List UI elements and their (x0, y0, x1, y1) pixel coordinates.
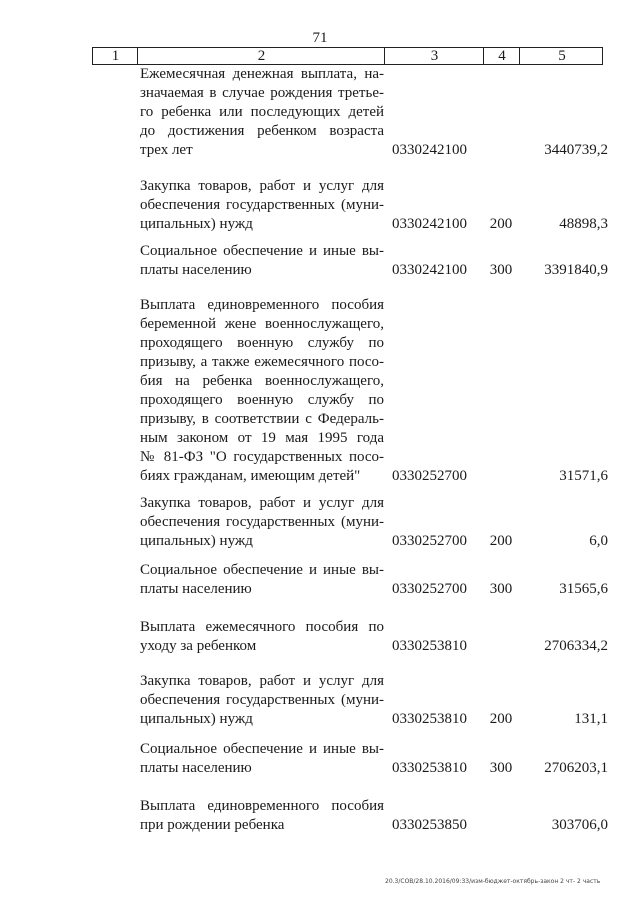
row-amount: 131,1 (574, 711, 608, 727)
column-separator (519, 48, 520, 64)
row-name-line: № 81-ФЗ "О государственных посо- (140, 449, 384, 465)
row-code: 0330253810 (392, 760, 467, 776)
row-name-line: биях гражданам, имеющим детей" (140, 468, 361, 484)
row-amount: 2706203,1 (544, 760, 608, 776)
row-name-line: ным законом от 19 мая 1995 года (140, 430, 384, 446)
row-name-line: Закупка товаров, работ и услуг для (140, 673, 384, 689)
row-name-line: Закупка товаров, работ и услуг для (140, 495, 384, 511)
row-type: 200 (489, 533, 513, 549)
row-name-line: обеспечения государственных (муни- (140, 197, 384, 213)
row-code: 0330253850 (392, 817, 467, 833)
column-separator (483, 48, 484, 64)
row-name (140, 740, 384, 778)
row-code: 0330242100 (392, 262, 467, 278)
row-name-line: Ежемесячная денежная выплата, на- (140, 66, 384, 82)
column-separator (137, 48, 138, 64)
row-name (140, 242, 384, 280)
row-name-line: платы населению (140, 581, 252, 597)
row-name-line: платы населению (140, 760, 252, 776)
column-header-4: 4 (498, 48, 506, 64)
row-name-line: ципальных) нужд (140, 533, 253, 549)
row-type: 200 (489, 216, 513, 232)
row-amount: 31565,6 (559, 581, 608, 597)
row-name (140, 296, 384, 486)
row-name-line: Выплата единовременного пособия (140, 798, 384, 814)
row-name (140, 561, 384, 599)
row-name-line: Социальное обеспечение и иные вы- (140, 562, 384, 578)
row-name-line: трех лет (140, 142, 193, 158)
row-code: 0330252700 (392, 468, 467, 484)
row-name-line: беременной жене военнослужащего, (140, 316, 384, 332)
row-name (140, 618, 384, 656)
column-separator (384, 48, 385, 64)
row-amount: 48898,3 (559, 216, 608, 232)
row-amount: 303706,0 (551, 817, 608, 833)
column-header-1: 1 (111, 48, 120, 64)
row-name-line: значаемая в случае рождения третье- (140, 85, 384, 101)
row-name (140, 494, 384, 551)
column-header-5: 5 (558, 48, 566, 64)
row-name-line: Социальное обеспечение и иные вы- (140, 243, 384, 259)
row-code: 0330252700 (392, 581, 467, 597)
row-name (140, 797, 384, 835)
row-name-line: до достижения ребенком возраста (140, 123, 384, 139)
row-name (140, 65, 384, 160)
row-type: 300 (489, 760, 513, 776)
column-header-2: 2 (257, 48, 266, 64)
page-number: 71 (312, 30, 328, 46)
row-code: 0330253810 (392, 638, 467, 654)
row-code: 0330253810 (392, 711, 467, 727)
row-name-line: Закупка товаров, работ и услуг для (140, 178, 384, 194)
row-type: 300 (489, 581, 513, 597)
row-amount: 3391840,9 (544, 262, 608, 278)
row-name-line: ципальных) нужд (140, 216, 253, 232)
row-name (140, 177, 384, 234)
row-code: 0330242100 (392, 216, 467, 232)
row-name-line: го ребенка или последующих детей (140, 104, 384, 120)
row-name-line: призыву, в соответствии с Федераль- (140, 411, 384, 427)
row-name-line: при рождении ребенка (140, 817, 285, 833)
row-name-line: уходу за ребенком (140, 638, 257, 654)
row-name-line: обеспечения государственных (муни- (140, 692, 384, 708)
row-code: 0330242100 (392, 142, 467, 158)
row-name-line: бия на ребенка военнослужащего, (140, 373, 384, 389)
row-name-line: проходящего военную службу по (140, 392, 384, 408)
row-name-line: призыву, а также ежемесячного посо- (140, 354, 384, 370)
row-name-line: Социальное обеспечение и иные вы- (140, 741, 384, 757)
row-amount: 2706334,2 (544, 638, 608, 654)
row-amount: 6,0 (589, 533, 608, 549)
row-type: 300 (489, 262, 513, 278)
row-name-line: обеспечения государственных (муни- (140, 514, 384, 530)
column-header-3: 3 (430, 48, 439, 64)
table-header-row (92, 47, 603, 65)
row-amount: 3440739,2 (544, 142, 608, 158)
row-name-line: Выплата ежемесячного пособия по (140, 619, 384, 635)
row-name-line: платы населению (140, 262, 252, 278)
footer-note: 20.3/СОВ/28.10.2016/09:33/изм-бюджет-октябрь-закон 2 чт- 2 часть (385, 878, 601, 885)
row-amount: 31571,6 (559, 468, 608, 484)
row-name-line: ципальных) нужд (140, 711, 253, 727)
row-name-line: Выплата единовременного пособия (140, 297, 384, 313)
row-code: 0330252700 (392, 533, 467, 549)
row-name (140, 672, 384, 729)
row-name-line: проходящего военную службу по (140, 335, 384, 351)
row-type: 200 (489, 711, 513, 727)
